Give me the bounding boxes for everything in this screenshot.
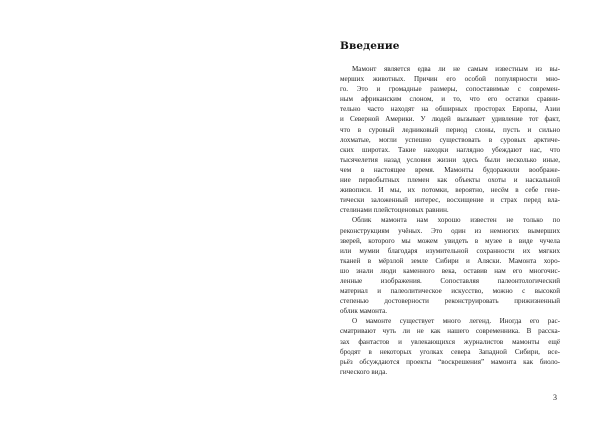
paragraph-2 <box>340 215 560 316</box>
paragraph-3 <box>340 316 560 377</box>
text-line: го. Это и громадные размеры, сопоставимые с современ- <box>340 85 560 94</box>
text-line: живописи. И мы, их потомки, вероятно, несём в себе гене- <box>340 186 560 195</box>
text-line: стелинами плейстоценовых равнин. <box>340 206 449 215</box>
text-line: рьёз обсуждаются проекты “воскрешения” мамонта как биоло- <box>340 357 560 366</box>
text-line: что в суровый ледниковый период слоны, пусть и сильно <box>340 125 560 134</box>
text-line: ние первобытных племен как объекты охоты и наскальной <box>340 176 560 185</box>
text-line: степенью достоверности реконструировать прижизненный <box>340 297 560 306</box>
text-line: чем в настоящее время. Мамонты будоражили воображе- <box>340 165 560 174</box>
text-line: материал и палеолитическое искусство, можно с высокой <box>340 287 560 296</box>
text-line: и Северной Америки. У людей вызывает удивление тот факт, <box>340 115 560 124</box>
text-line: или мумии благодаря изумительной сохранности их мягких <box>340 246 560 255</box>
body-text <box>340 64 560 377</box>
text-line: бродят в некоторых уголках севера Западной Сибири, все- <box>340 347 560 356</box>
text-line: тысячелетия назад условия жизни здесь были несколько иные, <box>340 155 560 164</box>
text-line: шо знали люди каменного века, оставив нам его многочис- <box>340 266 560 275</box>
text-line: зверей, которого мы можем увидеть в музее в виде чучела <box>340 236 560 245</box>
text-line: Облик мамонта нам хорошо известен не только по <box>352 216 560 225</box>
text-line: мерших животных. Причин его особой популярности мно- <box>340 75 560 84</box>
text-line: О мамонте существует много легенд. Иногда его рас- <box>352 317 560 326</box>
text-line: Мамонт является едва ли не самым известным из вы- <box>352 65 560 73</box>
text-line: гического вида. <box>340 367 388 376</box>
text-line: зах фантастов и увлекающихся журналистов мамонты ещё <box>340 337 560 346</box>
text-line: ным африканским слоном, и то, что его остатки сравни- <box>340 95 560 104</box>
text-line: тельно часто находят на обширных просторах Европы, Азии <box>340 105 560 114</box>
page-number: 3 <box>553 393 557 402</box>
text-line: тканей в мёрзлой земле Сибири и Аляски. Мамонта хоро- <box>340 256 560 265</box>
text-line: лохматые, могли успешно существовать в суровых арктиче- <box>340 135 560 144</box>
section-heading: Введение <box>340 40 400 52</box>
text-line: облик мамонта. <box>340 307 388 316</box>
text-line: реконструкциям учёных. Это один из немногих вымерших <box>340 226 560 235</box>
text-line: тически заложенный интерес, восхищение и страх перед вла- <box>340 196 560 205</box>
paragraph-1 <box>340 64 560 215</box>
text-line: ских широтах. Такие находки наглядно убеждают нас, что <box>340 145 560 154</box>
text-line: сматривают чуть ли не как нашего современника. В расска- <box>340 327 560 336</box>
text-line: ленные изображения. Сопоставляя палеонтологический <box>340 276 560 285</box>
